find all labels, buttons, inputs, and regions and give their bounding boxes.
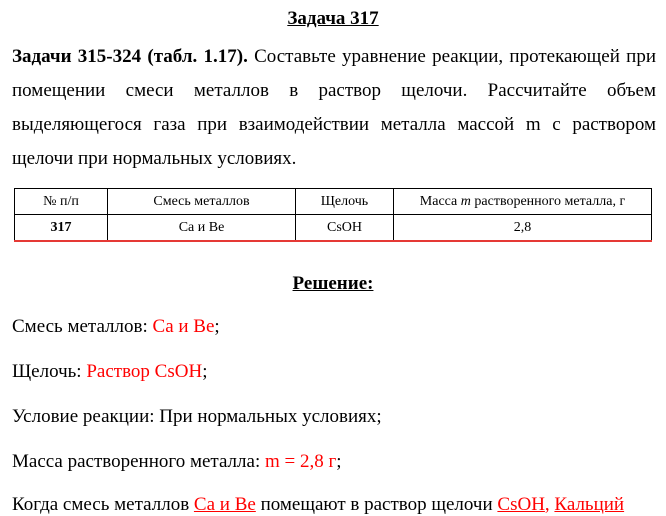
partial-text-2: помещают в раствор щелочи (255, 494, 498, 515)
cell-mass: 2,8 (394, 215, 652, 242)
line-mass-value: m = 2,8 г (264, 451, 337, 472)
task-text: Составьте уравнение реакции, протекающей при помещении смеси металлов в раствор щелочи. Рассчитайте объем выделяющегося газа при взаимодействии металла массой m с раствором щелочи при нормальных условиях. (12, 46, 656, 169)
header-metals: Смесь металлов (108, 189, 296, 215)
cell-alkali: CsOH (296, 215, 394, 242)
line-metals-label: Смесь металлов: (12, 316, 153, 337)
line-condition-label: Условие реакции: При нормальных условиях; (12, 406, 382, 427)
table-row (15, 215, 652, 242)
partial-text-1: Когда смесь металлов (12, 494, 194, 515)
cell-metals: Ca и Be (108, 215, 296, 242)
cell-num: 317 (15, 215, 108, 242)
line-metals (12, 316, 220, 338)
header-mass: Масса m растворенного металла, г (394, 189, 652, 215)
table-header-row (15, 189, 652, 215)
line-alkali-label: Щелочь: (12, 361, 87, 382)
line-mass-suffix: ; (336, 451, 342, 472)
line-alkali-suffix: ; (202, 361, 208, 382)
line-metals-suffix: ; (214, 316, 220, 337)
line-condition (12, 406, 382, 428)
partial-calcium: Кальций (554, 494, 625, 515)
line-mass-label: Масса растворенного металла: (12, 451, 265, 472)
solution-heading: Решение: (292, 273, 374, 294)
header-num: № п/п (15, 189, 108, 215)
partial-alkali: CsOH (497, 494, 545, 515)
line-partial (12, 494, 624, 516)
task-title: Задача 317 (287, 8, 379, 29)
line-alkali (12, 361, 207, 383)
line-alkali-value: Раствор CsOH (86, 361, 203, 382)
line-metals-value: Ca и Be (152, 316, 215, 337)
partial-metals: Ca и Be (193, 494, 256, 515)
partial-comma: , (544, 494, 555, 515)
task-statement (12, 40, 656, 176)
data-table (14, 188, 652, 242)
header-alkali (296, 189, 394, 215)
line-mass (12, 451, 342, 473)
task-ref: Задачи 315-324 (табл. 1.17). (12, 46, 248, 67)
header-mass-variable: m (460, 193, 471, 209)
header-alkali-text: Щелочь (320, 193, 369, 209)
